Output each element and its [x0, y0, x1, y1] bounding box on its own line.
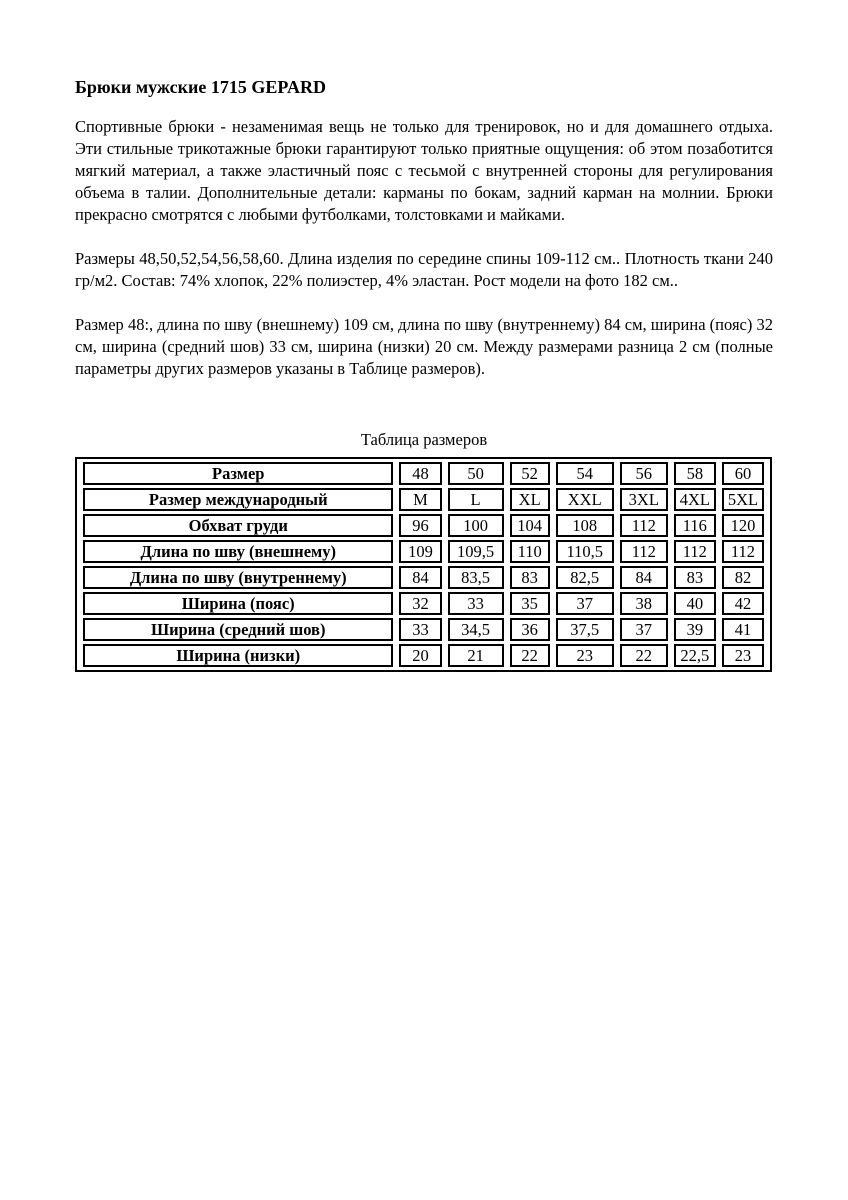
row-label-cell: Размер международный — [83, 488, 393, 511]
value-cell: 22,5 — [674, 644, 716, 667]
value-cell: 109 — [399, 540, 441, 563]
size-table-body — [83, 462, 764, 667]
value-cell: 82 — [722, 566, 764, 589]
table-row-chest-girth — [83, 514, 764, 537]
value-cell: 120 — [722, 514, 764, 537]
value-cell: 4XL — [674, 488, 716, 511]
value-cell: 116 — [674, 514, 716, 537]
row-label-cell: Размер — [83, 462, 393, 485]
size-table-caption: Таблица размеров — [360, 430, 488, 449]
sizes-and-fabric-paragraph: Размеры 48,50,52,54,56,58,60. Длина изделия по середине спины 109-112 см.. Плотность ткани 240 гр/м2. Состав: 74% хлопок, 22% полиэстер, 4% эластан. Рост модели на фото 182 см.. — [75, 249, 773, 290]
value-cell: 20 — [399, 644, 441, 667]
value-cell: 104 — [510, 514, 550, 537]
value-cell: 32 — [399, 592, 441, 615]
value-cell: 54 — [556, 462, 614, 485]
row-label-cell: Ширина (пояс) — [83, 592, 393, 615]
value-cell: 83 — [674, 566, 716, 589]
value-cell: 112 — [620, 540, 668, 563]
value-cell: 23 — [722, 644, 764, 667]
value-cell: 112 — [722, 540, 764, 563]
value-cell: 42 — [722, 592, 764, 615]
table-row-size — [83, 462, 764, 485]
value-cell: 40 — [674, 592, 716, 615]
value-cell: 36 — [510, 618, 550, 641]
value-cell: 84 — [399, 566, 441, 589]
value-cell: 33 — [448, 592, 504, 615]
row-label-cell: Длина по шву (внешнему) — [83, 540, 393, 563]
value-cell: 108 — [556, 514, 614, 537]
product-title: Брюки мужские 1715 GEPARD — [75, 77, 327, 97]
row-label-cell: Длина по шву (внутреннему) — [83, 566, 393, 589]
product-description-paragraph: Спортивные брюки - незаменимая вещь не только для тренировок, но и для домашнего отдыха. Эти стильные трикотажные брюки гарантируют только приятные ощущения: об этом позаботится мягкий материал, а также эластичный пояс с тесьмой с внутренней стороны для регулирования объема в талии. Дополнительные детали: карманы по бокам, задний карман на молнии. Брюки прекрасно смотрятся с любыми футболками, толстовками и майками. — [75, 117, 773, 224]
value-cell: L — [448, 488, 504, 511]
value-cell: 22 — [510, 644, 550, 667]
value-cell: 3XL — [620, 488, 668, 511]
value-cell: 21 — [448, 644, 504, 667]
value-cell: 112 — [620, 514, 668, 537]
value-cell: 83,5 — [448, 566, 504, 589]
value-cell: 83 — [510, 566, 550, 589]
value-cell: 37 — [556, 592, 614, 615]
value-cell: 33 — [399, 618, 441, 641]
value-cell: 96 — [399, 514, 441, 537]
value-cell: 84 — [620, 566, 668, 589]
value-cell: 35 — [510, 592, 550, 615]
table-row-international-size — [83, 488, 764, 511]
row-label-cell: Обхват груди — [83, 514, 393, 537]
value-cell: 109,5 — [448, 540, 504, 563]
value-cell: 22 — [620, 644, 668, 667]
row-label-cell: Ширина (средний шов) — [83, 618, 393, 641]
value-cell: 56 — [620, 462, 668, 485]
table-row-inner-seam-length — [83, 566, 764, 589]
row-label-cell: Ширина (низки) — [83, 644, 393, 667]
table-row-outer-seam-length — [83, 540, 764, 563]
value-cell: 48 — [399, 462, 441, 485]
value-cell: 23 — [556, 644, 614, 667]
value-cell: 58 — [674, 462, 716, 485]
value-cell: 100 — [448, 514, 504, 537]
value-cell: 50 — [448, 462, 504, 485]
table-row-middle-seam-width — [83, 618, 764, 641]
value-cell: 34,5 — [448, 618, 504, 641]
value-cell: 110 — [510, 540, 550, 563]
size-48-measurements-paragraph: Размер 48:, длина по шву (внешнему) 109 см, длина по шву (внутреннему) 84 см, ширина (пояс) 32 см, ширина (средний шов) 33 см, ширина (низки) 20 см. Между размерами разница 2 см (полные параметры других размеров указаны в Таблице размеров). — [75, 315, 773, 378]
value-cell: XL — [510, 488, 550, 511]
value-cell: 37 — [620, 618, 668, 641]
value-cell: 52 — [510, 462, 550, 485]
size-table — [75, 457, 772, 672]
value-cell: 41 — [722, 618, 764, 641]
value-cell: 110,5 — [556, 540, 614, 563]
table-row-waist-width — [83, 592, 764, 615]
value-cell: 37,5 — [556, 618, 614, 641]
value-cell: M — [399, 488, 441, 511]
value-cell: 82,5 — [556, 566, 614, 589]
value-cell: 5XL — [722, 488, 764, 511]
value-cell: 38 — [620, 592, 668, 615]
value-cell: XXL — [556, 488, 614, 511]
value-cell: 60 — [722, 462, 764, 485]
value-cell: 39 — [674, 618, 716, 641]
table-row-hem-width — [83, 644, 764, 667]
value-cell: 112 — [674, 540, 716, 563]
